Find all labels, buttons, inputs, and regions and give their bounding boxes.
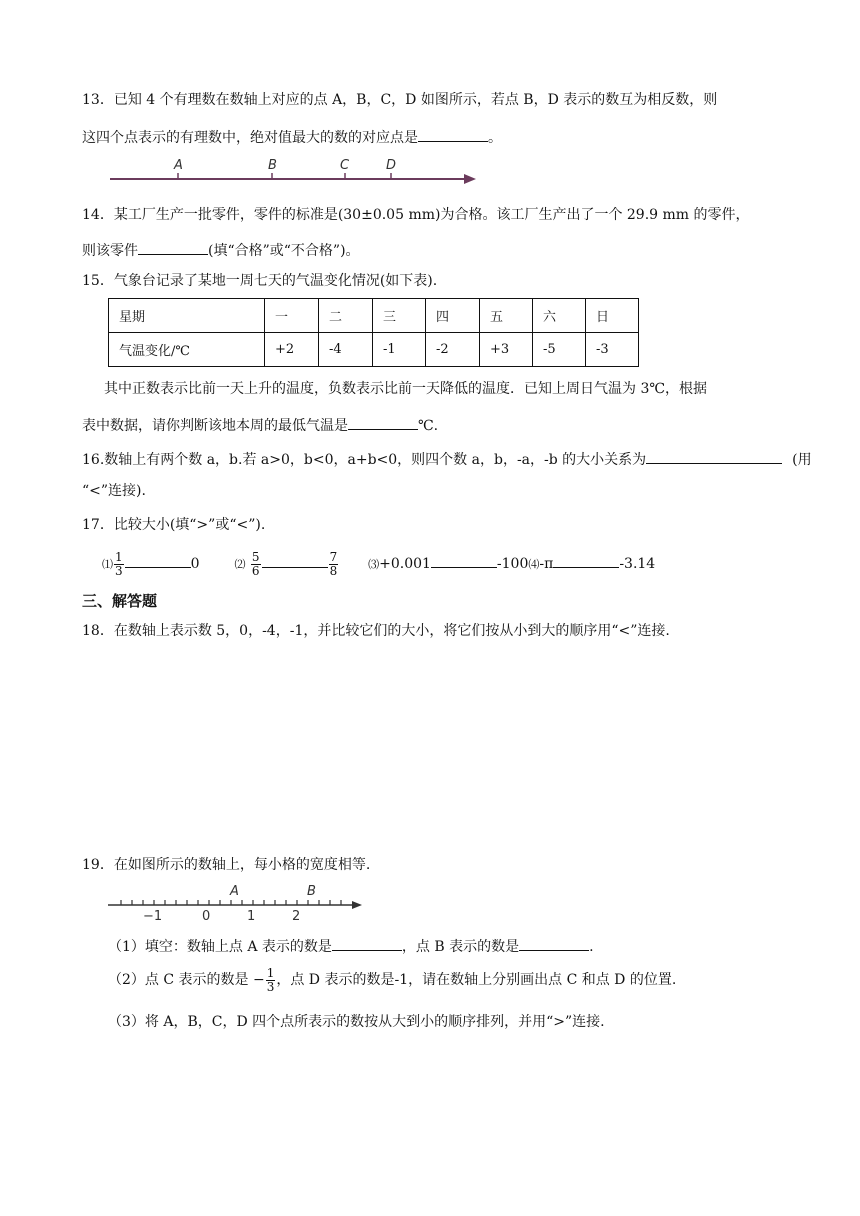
table-cell: +2: [265, 333, 319, 367]
q13-line2-text: 这四个点表示的有理数中，绝对值最大的数的对应点是: [82, 130, 418, 146]
fraction-denominator: 8: [329, 563, 338, 578]
section-heading: 三、解答题: [82, 592, 158, 610]
q13-line2: [82, 125, 502, 148]
q15-answer-blank: [348, 413, 418, 430]
q15-line2: 其中正数表示比前一天上升的温度，负数表示比前一天降低的温度．已知上周日气温为 3℃，根据: [104, 381, 708, 397]
q13-answer-blank: [418, 125, 488, 142]
q13-end: 。: [488, 130, 502, 146]
q17-p3-left: +0.001: [379, 556, 431, 572]
q19-sub1b: ，点 B 表示的数是: [401, 939, 520, 955]
q19-label-b: B: [307, 884, 316, 899]
q14-line2a: 则该零件: [82, 243, 138, 259]
q17-parts: [102, 550, 655, 579]
table-cell: 日: [586, 299, 639, 333]
fraction-numerator: 1: [266, 965, 275, 980]
q17-p4-right: -3.14: [619, 556, 656, 572]
q17-p1-fraction: [114, 551, 124, 578]
table-cell: 气温变化/℃: [109, 333, 265, 367]
q17-p2-fraction-left: [251, 551, 261, 578]
q14-line1: 14．某工厂生产一批零件，零件的标准是(30±0.05 mm)为合格。该工厂生产出了一个 29.9 mm 的零件，: [82, 207, 750, 223]
fraction-numerator: 7: [329, 549, 338, 564]
q19-line1: 19．在如图所示的数轴上，每小格的宽度相等.: [82, 857, 371, 873]
q19-sub1-blank-b: [519, 934, 589, 951]
q13-label-c: C: [340, 158, 350, 173]
q14-line2: [82, 238, 360, 261]
table-cell: 一: [265, 299, 319, 333]
table-cell: -1: [373, 333, 426, 367]
q19-num-neg1: −1: [143, 909, 163, 924]
q13-line1: 13．已知 4 个有理数在数轴上对应的点 A，B，C，D 如图所示，若点 B，D 表示的数互为相反数，则: [82, 92, 718, 108]
q19-num-2: 2: [292, 909, 301, 924]
table-cell: 四: [426, 299, 480, 333]
q15-line3a: 表中数据，请你判断该地本周的最低气温是: [82, 418, 348, 434]
table-cell: -4: [319, 333, 373, 367]
q19-sub2-fraction: [266, 967, 276, 994]
q19-number-line: [106, 880, 366, 924]
q13-label-d: D: [386, 158, 397, 173]
q18-line1: 18．在数轴上表示数 5，0，-4，-1，并比较它们的大小，将它们按从小到大的顺序用“<”连接.: [82, 623, 670, 639]
table-cell: 六: [533, 299, 586, 333]
q13-number-line: [108, 154, 478, 186]
q19-label-a: A: [230, 884, 239, 899]
q19-sub1a: （1）填空：数轴上点 A 表示的数是: [108, 939, 332, 955]
q16-line2: “<”连接).: [82, 483, 146, 499]
q17-p4-left: -π: [539, 556, 554, 572]
q19-sub2-sign: −: [252, 972, 265, 988]
q17-p2-label: ⑵: [234, 558, 246, 571]
q16-line1a: 16.数轴上有两个数 a，b.若 a>0，b<0，a+b<0，则四个数 a，b，-a，-b 的大小关系为: [82, 452, 647, 468]
fraction-denominator: 3: [115, 563, 123, 578]
table-cell: -5: [533, 333, 586, 367]
q19-sub2: [108, 966, 676, 994]
q19-sub2b: ，点 D 表示的数是-1，请在数轴上分别画出点 C 和点 D 的位置.: [276, 972, 677, 988]
q16-line1b: (用: [792, 452, 812, 468]
q19-sub3: （3）将 A，B，C，D 四个点所表示的数按从大到小的顺序排列，并用“>”连接.: [108, 1014, 605, 1030]
q19-sub1c: .: [589, 939, 594, 955]
q17-p1-blank: [125, 551, 191, 568]
q13-label-b: B: [268, 158, 277, 173]
q14-line2b: (填“合格”或“不合格”)。: [208, 243, 360, 259]
table-row: [109, 299, 639, 333]
q16-line1: [82, 447, 812, 470]
table-cell: -3: [586, 333, 639, 367]
q19-sub1: [108, 934, 594, 957]
q15-line1: 15．气象台记录了某地一周七天的气温变化情况(如下表).: [82, 273, 438, 289]
q14-answer-blank: [138, 238, 208, 255]
q17-p1-right: 0: [190, 556, 200, 572]
table-cell: 三: [373, 299, 426, 333]
q19-num-1: 1: [247, 909, 256, 924]
table-cell: +3: [480, 333, 533, 367]
q19-sub1-blank-a: [332, 934, 402, 951]
q17-p4-label: ⑷: [528, 558, 540, 571]
q17-p2-fraction-right: [329, 551, 339, 578]
q19-sub2a: （2）点 C 表示的数是: [108, 972, 249, 988]
q16-answer-blank: [646, 447, 782, 464]
fraction-denominator: 3: [266, 979, 275, 994]
q15-temperature-table: [108, 298, 639, 367]
q17-p3-right: -100: [496, 556, 529, 572]
table-cell: -2: [426, 333, 480, 367]
table-row: [109, 333, 639, 367]
table-cell: 二: [319, 299, 373, 333]
q15-line3b: ℃.: [418, 418, 439, 434]
fraction-numerator: 1: [115, 549, 123, 564]
q13-label-a: A: [174, 158, 183, 173]
fraction-denominator: 6: [251, 563, 260, 578]
q17-p3-label: ⑶: [368, 558, 380, 571]
table-cell: 五: [480, 299, 533, 333]
q17-p4-blank: [553, 551, 619, 568]
q17-line1: 17．比较大小(填“>”或“<”).: [82, 517, 266, 533]
q17-p1-label: ⑴: [102, 558, 113, 571]
fraction-numerator: 5: [251, 549, 260, 564]
q15-line3: [82, 413, 438, 436]
q17-p3-blank: [431, 551, 497, 568]
q17-p2-blank: [262, 551, 328, 568]
table-cell: 星期: [109, 299, 265, 333]
q19-num-0: 0: [202, 909, 211, 924]
